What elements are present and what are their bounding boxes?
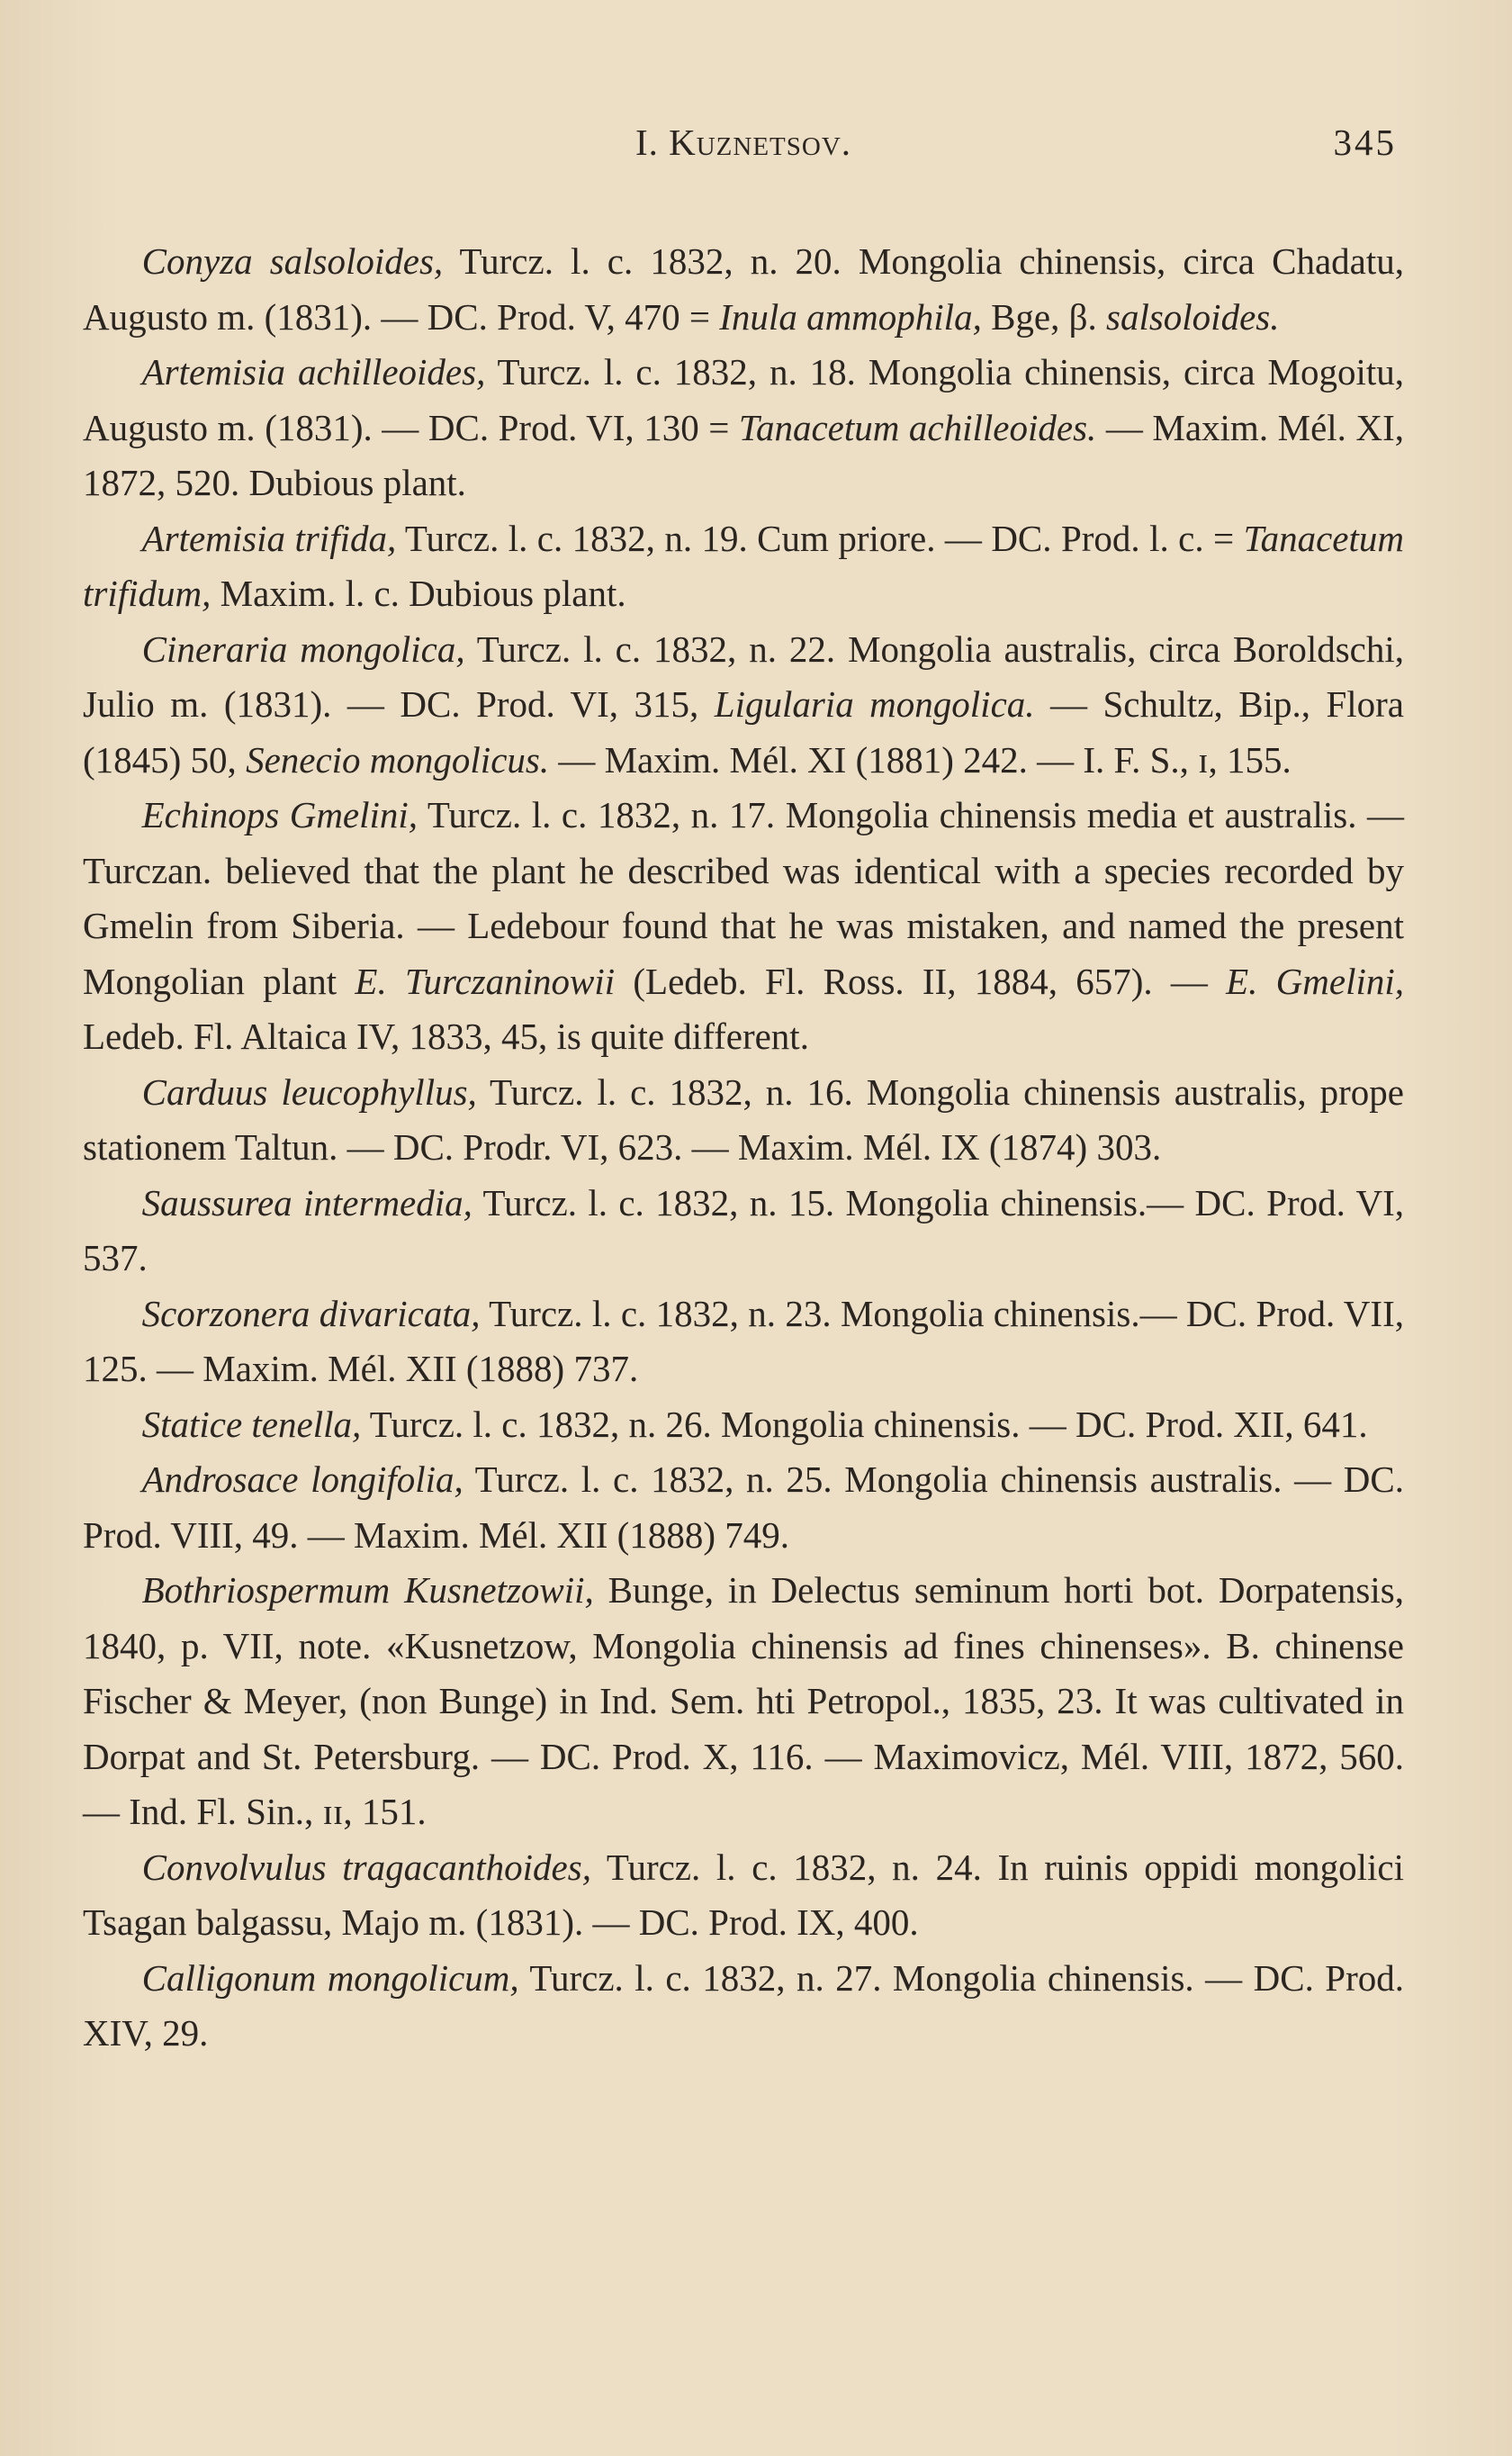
species-name: Scorzonera divaricata, <box>141 1292 481 1334</box>
entry-text: — Maxim. Mél. XI (1881) 242. — I. F. S., ɪ, 155. <box>549 738 1292 781</box>
species-name: E. Gmelini, <box>1226 960 1404 1002</box>
entry-text: Turcz. l. c. 1832, n. 24. In ruinis oppidi mongolici Tsagan balgassu, Majo m. (1831). — DC. Prod. IX, 400. <box>83 1846 1404 1943</box>
species-entry <box>83 1397 1404 1453</box>
entry-text: Bge, β. <box>981 295 1106 338</box>
species-entry <box>83 234 1404 345</box>
page-number: 345 <box>1333 122 1397 163</box>
running-head: I. Kuznetsov. <box>634 122 852 163</box>
species-entry <box>83 1065 1404 1176</box>
species-name: Artemisia achilleoides, <box>141 351 486 393</box>
entry-text: — Maxim. Mél. XI, 1872, 520. Dubious plant. <box>83 406 1404 503</box>
species-name: Artemisia trifida, <box>141 517 397 559</box>
entry-text: Turcz. l. c. 1832, n. 19. Cum priore. — DC. Prod. l. c. = <box>396 517 1244 559</box>
entry-text: Turcz. l. c. 1832, n. 15. Mongolia chinensis.— DC. Prod. VI, 537. <box>83 1181 1404 1278</box>
page-header <box>83 121 1404 178</box>
species-entry <box>83 788 1404 1065</box>
species-name: Bothriospermum Kusnetzowii, <box>141 1569 594 1611</box>
entry-text: Bunge, in Delectus seminum horti bot. Dorpatensis, 1840, p. VII, note. «Kusnetzow, Mongolia chinensis ad fines chinenses». B. chinense Fischer & Meyer, (non Bunge) in Ind. Sem. hti Petropol., 1835, 23. It was cultivated in Dorpat and St. Petersburg. — DC. Prod. X, 116. — Maximovicz, Mél. VIII, 1872, 560. — Ind. Fl. Sin., ɪɪ, 151. <box>83 1569 1404 1832</box>
entry-text: Turcz. l. c. 1832, n. 26. Mongolia chinensis. — DC. Prod. XII, 641. <box>361 1403 1368 1445</box>
entry-text: Turcz. l. c. 1832, n. 16. Mongolia chinensis australis, prope stationem Taltun. — DC. Prodr. VI, 623. — Maxim. Mél. IX (1874) 303. <box>83 1070 1404 1168</box>
species-name: Statice tenella, <box>141 1403 362 1445</box>
species-name: Saussurea intermedia, <box>141 1181 472 1223</box>
species-name: Cineraria mongolica, <box>141 628 465 670</box>
species-entry <box>83 1287 1404 1397</box>
species-entry <box>83 1840 1404 1951</box>
entry-text: Maxim. l. c. Dubious plant. <box>211 573 626 614</box>
species-name: salsoloides. <box>1105 295 1280 338</box>
species-entry <box>83 622 1404 789</box>
entry-text: Turcz. l. c. 1832, n. 23. Mongolia chinensis.— DC. Prod. VII, 125. — Maxim. Mél. XII (1888) 737. <box>83 1292 1404 1389</box>
species-entry <box>83 511 1404 622</box>
entry-text: Ledeb. Fl. Altaica IV, 1833, 45, is quite different. <box>83 1016 809 1057</box>
entry-text: Turcz. l. c. 1832, n. 20. Mongolia chinensis, circa Chadatu, Augusto m. (1831). — DC. Prod. V, 470 = <box>83 240 1404 338</box>
entry-text: — Schultz, Bip., Flora (1845) 50, <box>83 683 1404 781</box>
species-name: Conyza salsoloides, <box>141 240 444 282</box>
species-entry <box>83 1951 1404 2062</box>
entry-text: Turcz. l. c. 1832, n. 17. Mongolia chinensis media et australis. — Turczan. believed that the plant he described was identical with a species recorded by Gmelin from Siberia. — Ledebour found that he was mistaken, and named the present Mongolian plant <box>83 794 1404 1002</box>
entry-text: Turcz. l. c. 1832, n. 22. Mongolia australis, circa Boroldschi, Julio m. (1831). — DC. Prod. VI, 315, <box>83 628 1404 725</box>
species-name: Tanacetum achilleoides. <box>738 406 1097 448</box>
species-name: Convolvulus tragacanthoides, <box>141 1846 591 1888</box>
species-name: Echinops Gmelini, <box>141 794 418 835</box>
species-name: Senecio mongolicus. <box>246 738 550 781</box>
species-entry <box>83 1176 1404 1287</box>
species-name: Calligonum mongolicum, <box>141 1956 519 1999</box>
species-name: E. Turczaninowii <box>355 960 616 1002</box>
species-entries <box>83 234 1404 2062</box>
species-name: Androsace longifolia, <box>141 1458 464 1500</box>
species-entry <box>83 1563 1404 1840</box>
entry-text: Turcz. l. c. 1832, n. 27. Mongolia chinensis. — DC. Prod. XIV, 29. <box>83 1956 1404 2054</box>
species-name: Tanacetum trifidum, <box>83 517 1404 614</box>
entry-text: Turcz. l. c. 1832, n. 25. Mongolia chinensis australis. — DC. Prod. VIII, 49. — Maxim. Mél. XII (1888) 749. <box>83 1458 1404 1556</box>
entry-text: Turcz. l. c. 1832, n. 18. Mongolia chinensis, circa Mogoitu, Augusto m. (1831). — DC. Prod. VI, 130 = <box>83 351 1404 448</box>
species-name: Ligularia mongolica. <box>714 683 1035 725</box>
species-name: Inula ammophila, <box>719 295 982 338</box>
species-entry <box>83 345 1404 511</box>
species-entry <box>83 1452 1404 1563</box>
entry-text: (Ledeb. Fl. Ross. II, 1884, 657). — <box>615 960 1227 1002</box>
species-name: Carduus leucophyllus, <box>141 1070 477 1113</box>
